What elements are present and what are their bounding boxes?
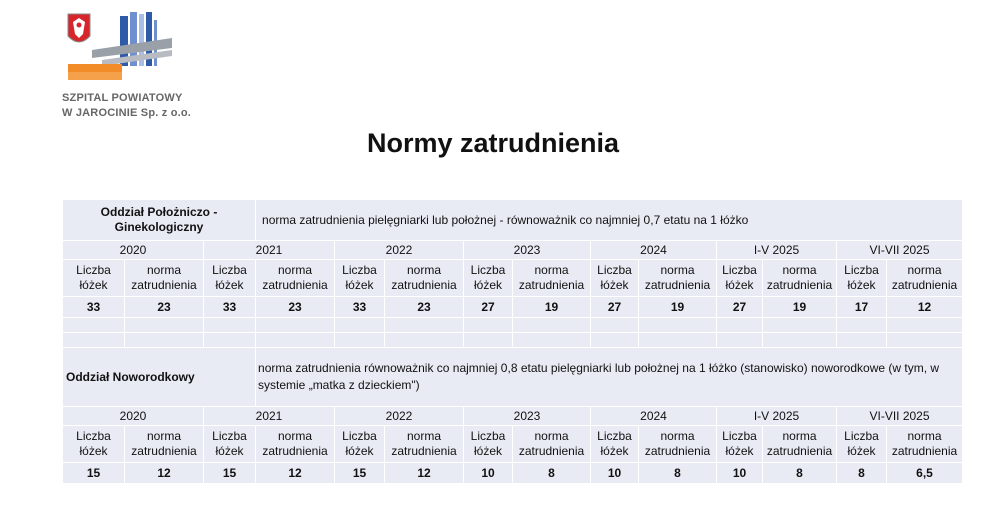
beds-value: 27 bbox=[591, 297, 639, 318]
norm-header: norma zatrudnienia bbox=[763, 426, 837, 463]
year-header: 2024 bbox=[591, 407, 717, 426]
norm-header: norma zatrudnienia bbox=[385, 426, 464, 463]
norm-description: norma zatrudnienia równoważnik co najmniej 0,8 etatu pielęgniarki lub położnej na 1 łóżko (stanowisko) noworodkowe (w tym, w systemie „matka z dzieckiem") bbox=[256, 348, 963, 407]
beds-header: Liczba łóżek bbox=[464, 426, 513, 463]
year-header: 2020 bbox=[63, 407, 204, 426]
norm-header: norma zatrudnienia bbox=[125, 260, 204, 297]
beds-value: 33 bbox=[335, 297, 385, 318]
beds-header: Liczba łóżek bbox=[335, 426, 385, 463]
beds-header: Liczba łóżek bbox=[717, 426, 763, 463]
norm-header: norma zatrudnienia bbox=[639, 426, 717, 463]
beds-header: Liczba łóżek bbox=[204, 260, 256, 297]
norm-header: norma zatrudnienia bbox=[256, 426, 335, 463]
norm-value: 12 bbox=[385, 463, 464, 484]
beds-header: Liczba łóżek bbox=[464, 260, 513, 297]
department-name: Oddział Położniczo - Ginekologiczny bbox=[63, 200, 256, 241]
beds-value: 27 bbox=[464, 297, 513, 318]
year-header: 2024 bbox=[591, 241, 717, 260]
year-header: VI-VII 2025 bbox=[837, 407, 963, 426]
department-name: Oddział Noworodkowy bbox=[63, 348, 256, 407]
beds-header: Liczba łóżek bbox=[837, 426, 887, 463]
norm-header: norma zatrudnienia bbox=[887, 426, 963, 463]
logo-name-line1: SZPITAL POWIATOWY bbox=[62, 92, 183, 104]
beds-value: 10 bbox=[591, 463, 639, 484]
norm-value: 8 bbox=[763, 463, 837, 484]
norm-header: norma zatrudnienia bbox=[385, 260, 464, 297]
beds-header: Liczba łóżek bbox=[717, 260, 763, 297]
norm-header: norma zatrudnienia bbox=[256, 260, 335, 297]
beds-value: 15 bbox=[63, 463, 125, 484]
beds-value: 33 bbox=[204, 297, 256, 318]
year-header: 2023 bbox=[464, 407, 591, 426]
beds-header: Liczba łóżek bbox=[591, 426, 639, 463]
norm-header: norma zatrudnienia bbox=[763, 260, 837, 297]
logo-name-line2: W JAROCINIE Sp. z o.o. bbox=[62, 107, 192, 119]
beds-header: Liczba łóżek bbox=[204, 426, 256, 463]
norm-value: 19 bbox=[513, 297, 591, 318]
hospital-logo bbox=[62, 10, 202, 122]
staffing-norms-table bbox=[62, 199, 963, 484]
norm-value: 8 bbox=[639, 463, 717, 484]
norm-description: norma zatrudnienia pielęgniarki lub położnej - równoważnik co najmniej 0,7 etatu na 1 łóżko bbox=[256, 200, 963, 241]
year-header: I-V 2025 bbox=[717, 241, 837, 260]
norm-value: 12 bbox=[256, 463, 335, 484]
hospital-logo-icon bbox=[62, 10, 182, 88]
norm-header: norma zatrudnienia bbox=[639, 260, 717, 297]
beds-value: 8 bbox=[837, 463, 887, 484]
norm-value: 23 bbox=[385, 297, 464, 318]
year-header: I-V 2025 bbox=[717, 407, 837, 426]
beds-header: Liczba łóżek bbox=[591, 260, 639, 297]
beds-header: Liczba łóżek bbox=[63, 260, 125, 297]
year-header: 2020 bbox=[63, 241, 204, 260]
year-header: 2022 bbox=[335, 407, 464, 426]
year-header: 2022 bbox=[335, 241, 464, 260]
beds-value: 33 bbox=[63, 297, 125, 318]
year-header: VI-VII 2025 bbox=[837, 241, 963, 260]
beds-value: 10 bbox=[717, 463, 763, 484]
norm-header: norma zatrudnienia bbox=[513, 426, 591, 463]
beds-value: 17 bbox=[837, 297, 887, 318]
year-header: 2023 bbox=[464, 241, 591, 260]
norm-value: 12 bbox=[887, 297, 963, 318]
page-title: Normy zatrudnienia bbox=[366, 128, 620, 158]
norm-value: 12 bbox=[125, 463, 204, 484]
beds-header: Liczba łóżek bbox=[837, 260, 887, 297]
norm-value: 19 bbox=[639, 297, 717, 318]
beds-header: Liczba łóżek bbox=[63, 426, 125, 463]
year-header: 2021 bbox=[204, 241, 335, 260]
norm-value: 23 bbox=[256, 297, 335, 318]
beds-value: 27 bbox=[717, 297, 763, 318]
norm-value: 19 bbox=[763, 297, 837, 318]
norm-value: 8 bbox=[513, 463, 591, 484]
norm-header: norma zatrudnienia bbox=[887, 260, 963, 297]
norm-value: 23 bbox=[125, 297, 204, 318]
norm-header: norma zatrudnienia bbox=[513, 260, 591, 297]
year-header: 2021 bbox=[204, 407, 335, 426]
norm-value: 6,5 bbox=[887, 463, 963, 484]
beds-value: 15 bbox=[335, 463, 385, 484]
beds-value: 10 bbox=[464, 463, 513, 484]
beds-value: 15 bbox=[204, 463, 256, 484]
norm-header: norma zatrudnienia bbox=[125, 426, 204, 463]
beds-header: Liczba łóżek bbox=[335, 260, 385, 297]
